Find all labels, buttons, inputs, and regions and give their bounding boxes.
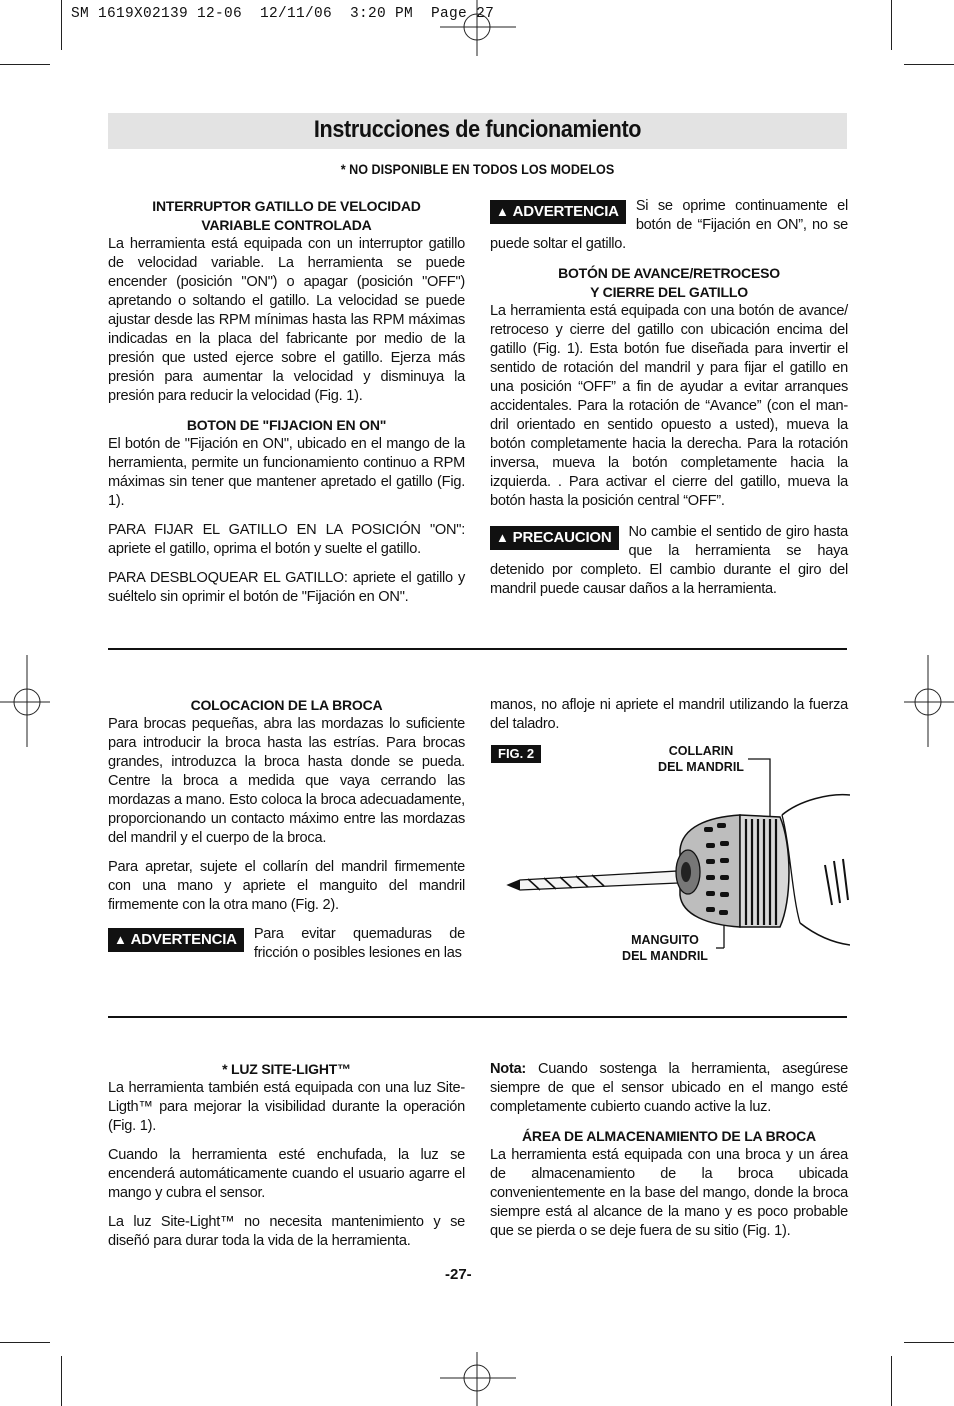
section-bit-installation [108, 696, 465, 973]
warning-triangle-icon: ▲ [496, 530, 509, 545]
warning-lock-on-text: Si se oprime continuamente el botón de “Fijación en ON”, no se puede soltar el gatillo. [490, 198, 848, 252]
callout-chuck-collar: COLLARIN DEL MANDRIL [658, 744, 744, 774]
crop-mark [61, 0, 62, 50]
crop-mark [904, 64, 954, 65]
paragraph-lock-on-button: El botón de "Fijación en ON", ubicado en el mango de la herramienta, permite un funcionamiento continuo a RPM máximas sin tener que mantener apretado el gatillo (Fig. 1). [108, 436, 465, 509]
caution-direction-change-text: No cambie el sentido de giro hasta que la herramienta se haya detenido por completo. El cambio durante el giro del mandril puede causar daños a la herramienta. [490, 524, 848, 597]
drill-bit [508, 871, 678, 890]
paragraph-site-light-intro: La herramienta también está equipada con una luz Site-Ligth™ para mejorar la visibilidad durante la operación (Fig. 1). [108, 1080, 465, 1134]
page-title: Instrucciones de funcionamiento [313, 116, 642, 143]
note-text: Cuando sostenga la herramienta, asegúrese siempre de que el sensor ubicado en el mango esté completamente cubierto cuando active la luz. [490, 1061, 848, 1115]
crop-mark [61, 1356, 62, 1406]
crop-mark [904, 1342, 954, 1343]
callout-leader-collar [748, 759, 770, 817]
heading-bit-storage: ÁREA DE ALMACENAMIENTO DE LA BROCA [522, 1128, 816, 1144]
note-sensor [490, 1060, 848, 1117]
section-bit-installation-continued [490, 696, 848, 744]
caution-badge: ▲ PRECAUCION [490, 526, 619, 550]
paragraph-site-light-maintenance: La luz Site-Light™ no necesita mantenimiento y se diseñó para durar toda la vida de la herramienta. [108, 1214, 465, 1249]
heading-trigger-switch-line1: INTERRUPTOR GATILLO DE VELOCIDAD [152, 198, 421, 214]
callout-chuck-sleeve: MANGUITO DEL MANDRIL [622, 933, 708, 963]
drill-body [782, 795, 850, 815]
paragraph-bit-storage: La herramienta está equipada con una broca y un área de almacenamiento de la broca ubicada convenientemente en la base del mango, donde la broca siempre está al alcance de la mano y es poco probable que se pierda o se deje fuera de su sitio (Fig. 1). [490, 1147, 848, 1239]
warning-lock-on [490, 197, 848, 254]
heading-trigger-switch-line2: VARIABLE CONTROLADA [201, 217, 372, 233]
paragraph-forward-reverse: La herramienta está equipada con una botón de avance/ retroceso y cierre del gatillo con ubicación encima del gatillo (Fig. 1). Esta botón fue diseñada para invertir el sentido de rotación del mandril y para fijar el gatillo en una posición “OFF” a fin de ayudar a evitar arranques accidentales. Para la rotación de “Avance” (con el man- dril orientado en sentido opuesto a usted), mueva la botón completamente hacia la derecha. Para la rotación inversa, mueva la botón completamente hacia la izquierda. . Para activar el cierre del gatillo, mueva la botón hasta la posición central “OFF”. [490, 303, 848, 509]
figure-2-label: FIG. 2 [491, 745, 541, 763]
title-bar [108, 113, 847, 149]
paragraph-tighten-chuck: Para apretar, sujete el collarín del mandril firmemente con una mano y apriete el manguito del mandril firmemente con la otra mano (Fig. 2). [108, 859, 465, 913]
printer-slug: SM 1619X02139 12-06 12/11/06 3:20 PM Page 27 [71, 6, 495, 22]
paragraph-warning-continued: manos, no afloje ni apriete el mandril utilizando la fuerza del taladro. [490, 697, 848, 732]
crop-mark [0, 1342, 50, 1343]
registration-mark-bottom [440, 1352, 516, 1406]
note-label: Nota: [490, 1061, 527, 1077]
warning-friction-burns [108, 925, 465, 963]
heading-forward-reverse-line1: BOTÓN DE AVANCE/RETROCESO [558, 265, 780, 281]
heading-forward-reverse-line2: Y CIERRE DEL GATILLO [590, 284, 748, 300]
caution-direction-change [490, 523, 848, 599]
chuck-collar [740, 815, 789, 927]
crop-mark [0, 64, 50, 65]
warning-badge: ▲ ADVERTENCIA [108, 928, 244, 952]
warning-triangle-icon: ▲ [114, 932, 127, 947]
section-divider [108, 1016, 847, 1018]
page-number: -27- [445, 1266, 472, 1283]
registration-mark-top [440, 0, 516, 56]
chuck-sleeve [676, 815, 740, 927]
section-divider [108, 648, 847, 650]
heading-bit-installation: COLOCACION DE LA BROCA [190, 697, 383, 713]
paragraph-lock-trigger: PARA FIJAR EL GATILLO EN LA POSICIÓN "ON": apriete el gatillo, oprima el botón y suelte el gatillo. [108, 522, 465, 557]
drill-chuck-illustration [500, 755, 850, 955]
registration-mark-right [904, 655, 954, 747]
paragraph-site-light-activation: Cuando la herramienta esté enchufada, la luz se encenderá automáticamente cuando el usuario agarre el mango y cubra el sensor. [108, 1147, 465, 1201]
paragraph-unlock-trigger: PARA DESBLOQUEAR EL GATILLO: apriete el gatillo y suéltelo sin oprimir el botón de "Fijación en ON". [108, 570, 465, 605]
section-forward-reverse [490, 197, 848, 609]
availability-notice: * NO DISPONIBLE EN TODOS LOS MODELOS [340, 161, 615, 177]
section-site-light [108, 1060, 465, 1261]
section-bit-storage [490, 1060, 848, 1251]
registration-mark-left [0, 655, 50, 747]
section-trigger-switch [108, 197, 465, 617]
heading-site-light: * LUZ SITE-LIGHT™ [222, 1061, 351, 1077]
paragraph-trigger-switch: La herramienta está equipada con un interruptor gatillo de velocidad variable. La herramienta se puede encender (posición "ON") o apagar (posición "OFF") apretando o soltando el gatillo. La velocidad se puede ajustar desde las RPM mínimas hasta las RPM máximas indicadas en la placa del fabricante por medio de la presión que usted ejerce sobre el gatillo. Ejerza más presión para aumentar la velocidad y disminuya la presión para reducir la velocidad (Fig. 1). [108, 236, 465, 404]
crop-mark [891, 1356, 892, 1406]
heading-lock-on-button: BOTON DE "FIJACION EN ON" [186, 417, 387, 433]
crop-mark [891, 0, 892, 50]
paragraph-bit-installation: Para brocas pequeñas, abra las mordazas lo suficiente para introducir la broca hasta las estrías. Para brocas grandes, introduzca la broca hasta donde se pueda. Centre la broca a medida que vaya cerrando las mordazas a mano. Esto coloca la broca adecuadamente, proporcionando un contacto máximo entre las mordazas del mandril y el cuerpo de la broca. [108, 716, 465, 846]
warning-friction-burns-text: Para evitar quemaduras de fricción o posibles lesiones en las [253, 926, 465, 961]
warning-badge: ▲ ADVERTENCIA [490, 200, 626, 224]
warning-triangle-icon: ▲ [496, 204, 509, 219]
